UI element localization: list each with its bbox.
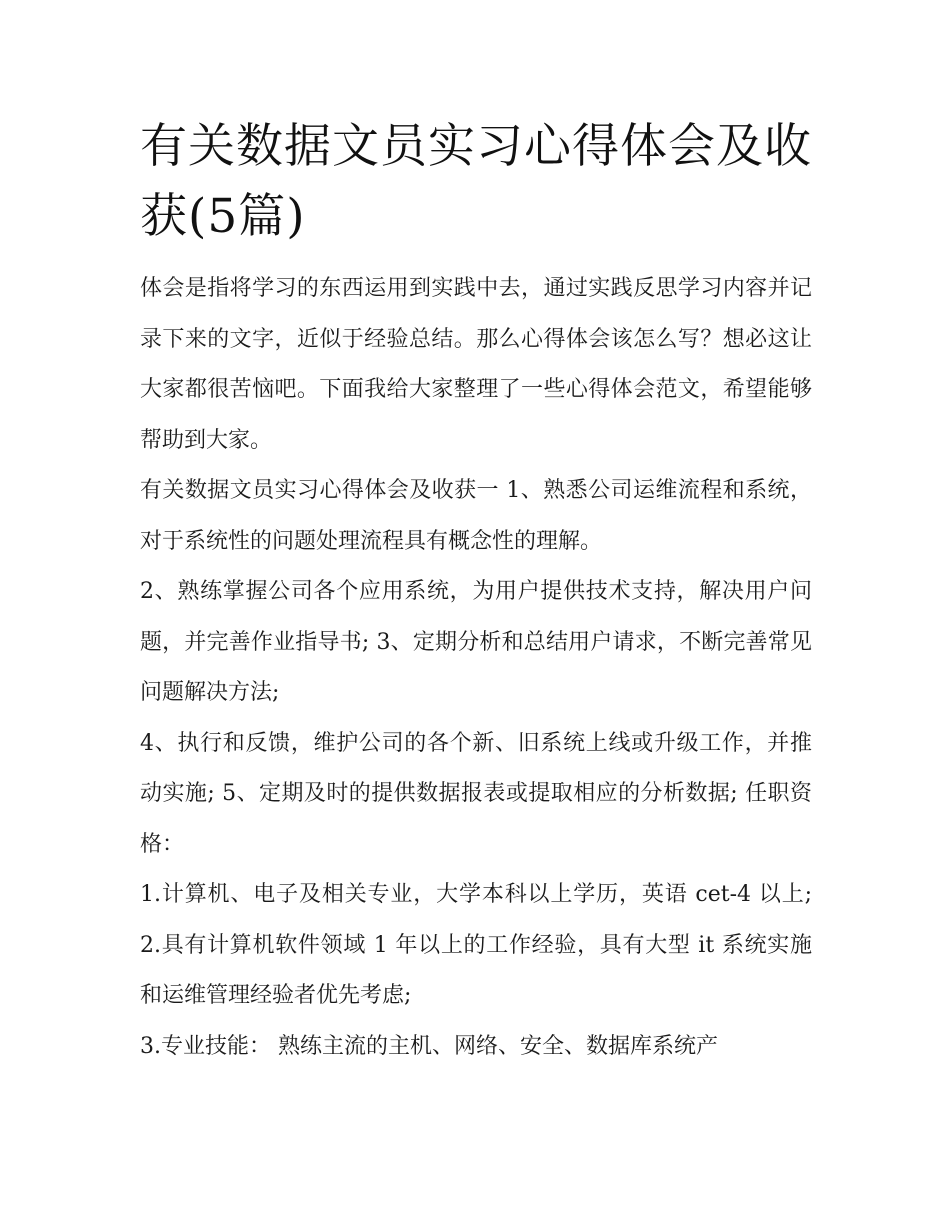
paragraph-item-2-3: 2、熟练掌握公司各个应用系统，为用户提供技术支持，解决用户问题，并完善作业指导书; 3、定期分析和总结用户请求，不断完善常见问题解决方法; xyxy=(140,579,812,705)
paragraph-section-one: 有关数据文员实习心得体会及收获一 1、熟悉公司运维流程和系统，对于系统性的问题处理流程具有概念性的理解。 xyxy=(140,478,812,554)
document-title: 有关数据文员实习心得体会及收获(5篇) xyxy=(140,119,812,244)
paragraph-item-4-5: 4、执行和反馈，维护公司的各个新、旧系统上线或升级工作，并推动实施; 5、定期及时的提供数据报表或提取相应的分析数据; 任职资格： xyxy=(140,730,812,857)
document-body xyxy=(140,112,812,1072)
paragraph-intro: 体会是指将学习的东西运用到实践中去，通过实践反思学习内容并记录下来的文字，近似于经验总结。那么心得体会该怎么写？想必这让大家都很苦恼吧。下面我给大家整理了一些心得体会范文，希望能够帮助到大家。 xyxy=(140,276,812,453)
paragraph-qualification-1-2: 1.计算机、电子及相关专业，大学本科以上学历，英语 cet-4 以上; 2.具有计算机软件领域 1 年以上的工作经验，具有大型 it 系统实施和运维管理经验者优先考虑; xyxy=(140,882,812,1008)
paragraph-qualification-3: 3.专业技能： 熟练主流的主机、网络、安全、数据库系统产 xyxy=(140,1033,718,1059)
